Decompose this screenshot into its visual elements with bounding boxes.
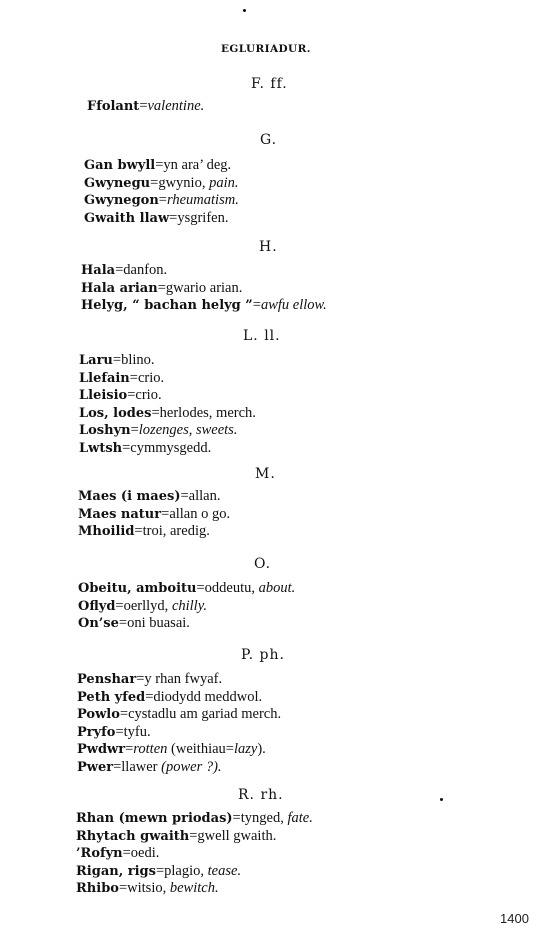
headword: Gwynegon [84,193,159,208]
equals-sign: = [169,209,178,226]
definition-text: crio. [137,369,165,386]
glossary-entry [78,506,230,523]
equals-sign: = [134,523,143,539]
glossary-entry [81,262,167,279]
glossary-entry [79,440,211,457]
headword: Laru [79,353,113,368]
equals-sign: = [252,297,261,313]
headword: Peth yfed [77,689,146,705]
headword: Loshyn [79,423,131,438]
headword: Helyg, “ bachan helyg ” [81,298,253,313]
equals-sign: = [115,723,124,740]
section-heading: O. [254,556,272,572]
definition-text: cymmysgedd. [130,439,212,456]
headword: Llefain [79,370,130,386]
equals-sign: = [113,758,122,775]
equals-sign: = [139,98,148,114]
glossary-entry [79,422,237,439]
definition-text: ). [257,741,266,757]
definition-text: allan. [188,488,221,504]
headword: Rhytach gwaith [76,828,190,844]
equals-sign: = [112,352,122,368]
definition-text: chilly. [171,597,207,614]
equals-sign: = [119,706,129,722]
glossary-entry [77,759,222,776]
definition-text: oerllyd, [123,597,172,614]
equals-sign: = [115,597,124,614]
page-number: 1400 [500,911,529,926]
definition-text: witsio, [127,880,170,896]
equals-sign: = [232,810,241,826]
headword: Gwaith llaw [84,210,170,226]
equals-sign: = [127,387,136,403]
headword: Oflyd [78,598,116,614]
headword: Hala [81,263,116,278]
definition-text: gwell gwaith. [197,827,277,844]
definition-text: rotten [133,741,168,757]
headword: Hala arian [81,280,158,296]
definition-text: y rhan fwyaf. [144,671,223,687]
definition-text: allan o go. [169,505,231,522]
definition-text: awfu ellow. [260,297,327,313]
definition-text: lozenges, sweets. [138,422,238,438]
top-ink-dot [243,9,246,12]
equals-sign: = [151,404,160,421]
headword: Mhoilid [78,524,135,539]
glossary-entry [77,689,262,706]
glossary-entry [79,405,256,422]
glossary-entry [76,828,276,845]
definition-text: rheumatism. [166,192,239,208]
glossary-entry [76,880,219,897]
definition-text: fate. [287,810,313,826]
section-heading: R. rh. [238,787,284,803]
definition-text: (power ?). [161,758,222,775]
running-head: EGLURIADUR. [221,43,311,55]
definition-text: oedi. [130,845,160,861]
headword: Lleisio [79,388,128,403]
equals-sign: = [125,741,134,757]
glossary-entry [77,724,151,741]
definition-text: yn ara’ deg. [163,157,232,173]
glossary-entry [84,192,239,209]
equals-sign: = [150,174,159,191]
headword: Maes natur [78,506,162,522]
headword: Pwdwr [77,742,126,757]
headword: Los, lodes [79,405,152,421]
headword: Gwynegu [84,175,151,191]
headword: Obeitu, amboitu [78,581,197,596]
equals-sign: = [118,615,128,631]
definition-text: bewitch. [169,880,219,896]
equals-sign: = [145,688,154,705]
headword: Powlo [77,707,120,722]
glossary-entry [84,210,228,227]
headword: Lwtsh [79,440,123,456]
glossary-entry [78,615,190,632]
definition-text: danfon. [123,262,168,278]
glossary-entry [76,845,159,862]
headword: Pwer [77,759,114,775]
equals-sign: = [136,671,145,687]
definition-text: crio. [135,387,162,403]
equals-sign: = [115,262,124,278]
section-heading: M. [255,466,276,482]
glossary-entry [87,98,204,115]
headword: On’se [78,616,119,631]
glossary-entry [78,598,207,615]
equals-sign: = [161,505,170,522]
glossary-entry [77,706,281,723]
equals-sign: = [122,439,131,456]
glossary-entry [76,810,313,827]
definition-text: diodydd meddwol. [153,688,263,705]
definition-text: oddeutu, [204,580,259,596]
glossary-entry [78,580,295,597]
glossary-entry [76,863,241,880]
glossary-entry [79,387,162,404]
definition-text: valentine. [147,98,205,114]
glossary-entry [78,488,220,505]
headword: Ffolant [87,99,140,114]
definition-text: tease. [207,862,242,879]
headword: Rhibo [76,881,119,896]
section-heading: P. ph. [241,647,285,663]
glossary-entry [77,671,222,688]
glossary-entry [79,370,164,387]
headword: Maes (i maes) [78,489,181,504]
definition-text: lazy [233,741,258,757]
definition-text: cystadlu am gariad merch. [128,706,282,722]
definition-text: (weithiau= [167,741,234,757]
equals-sign: = [180,488,189,504]
definition-text: gwynio, [158,174,210,191]
headword: Gan bwyll [84,158,156,173]
section-heading: L. ll. [243,328,281,344]
definition-text: gwario arian. [165,279,243,296]
equals-sign: = [155,157,164,173]
glossary-entry [78,523,210,540]
definition-text: troi, aredig. [142,523,210,539]
equals-sign: = [196,580,205,596]
definition-text: ysgrifen. [177,209,229,226]
equals-sign: = [129,369,138,386]
equals-sign: = [118,880,128,896]
definition-text: llawer [121,758,162,775]
equals-sign: = [130,422,139,438]
equals-sign: = [157,279,166,296]
headword: Penshar [77,672,137,687]
equals-sign: = [189,827,198,844]
definition-text: tynged, [240,810,288,826]
definition-text: about. [258,580,296,596]
headword: Pryfo [77,724,116,740]
headword: Rigan, rigs [76,863,156,879]
section-heading: H. [259,239,278,255]
definition-text: plagio, [164,862,208,879]
glossary-entry [84,175,238,192]
equals-sign: = [158,192,167,208]
glossary-entry [84,157,231,174]
glossary-entry [77,741,266,758]
section-heading: F. ff. [251,76,288,92]
section-heading: G. [260,132,278,148]
definition-text: herlodes, merch. [159,404,256,421]
headword: Rhan (mewn priodas) [76,811,233,826]
definition-text: pain. [209,174,239,191]
definition-text: oni buasai. [127,615,190,631]
glossary-entry [79,352,155,369]
headword: ’Rofyn [76,846,123,861]
glossary-entry [81,280,242,297]
definition-text: blino. [121,352,155,368]
glossary-entry [81,297,327,314]
equals-sign: = [122,845,131,861]
equals-sign: = [155,862,165,879]
definition-text: tyfu. [123,723,151,740]
mid-ink-dot [440,798,443,801]
